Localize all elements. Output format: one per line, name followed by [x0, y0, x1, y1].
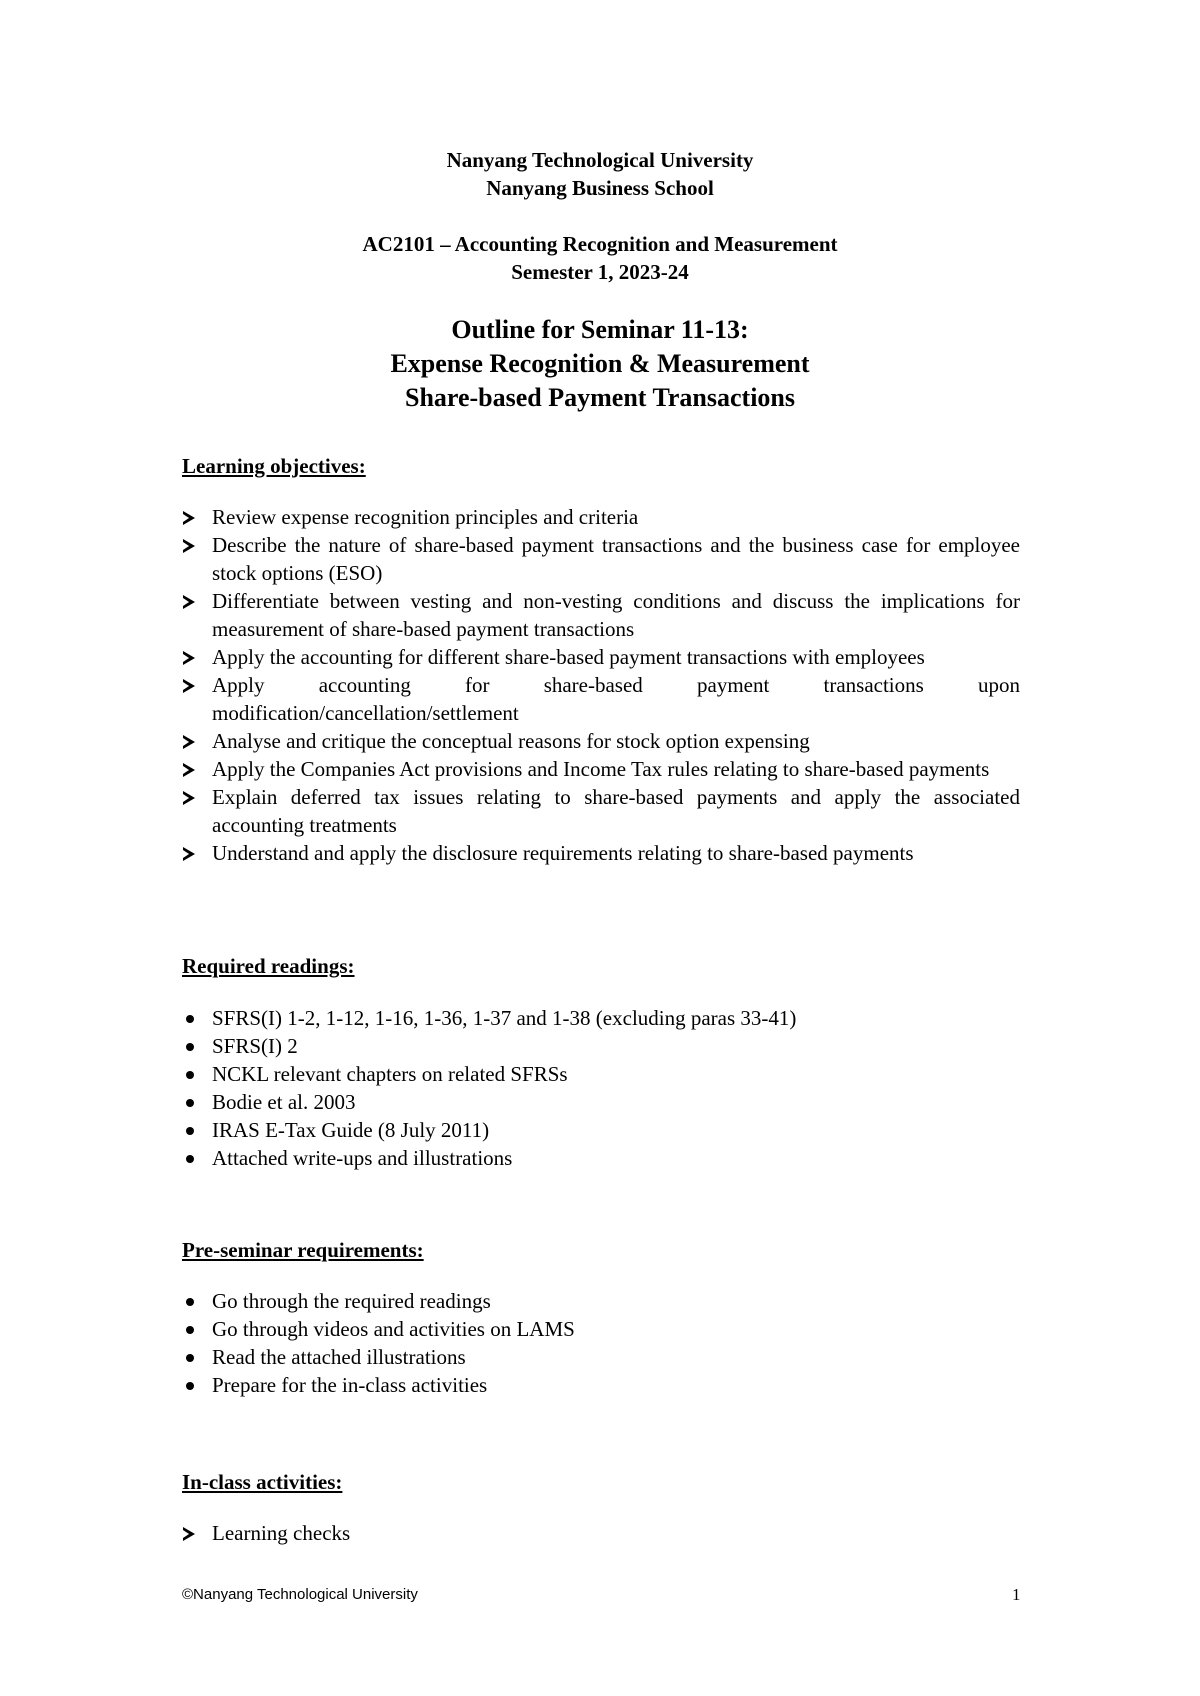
list-item: Bodie et al. 2003	[182, 1088, 1020, 1116]
list-item: Go through videos and activities on LAMS	[182, 1315, 1020, 1343]
list-item: Explain deferred tax issues relating to share-based payments and apply the associated accounting treatments	[182, 783, 1020, 839]
list-item: Apply accounting for share-based payment transactions upon modification/cancellation/settlement	[182, 671, 1020, 727]
list-item: Go through the required readings	[182, 1287, 1020, 1315]
page-title: Outline for Seminar 11-13:	[451, 315, 749, 344]
required-readings-heading: Required readings:	[182, 954, 355, 978]
list-item: IRAS E-Tax Guide (8 July 2011)	[182, 1116, 1020, 1144]
list-item: Prepare for the in-class activities	[182, 1371, 1020, 1399]
pre-seminar-heading: Pre-seminar requirements:	[182, 1238, 424, 1262]
required-readings-list	[182, 1004, 1020, 1172]
list-item: SFRS(I) 2	[182, 1032, 1020, 1060]
list-item: SFRS(I) 1-2, 1-12, 1-16, 1-36, 1-37 and 1-38 (excluding paras 33-41)	[182, 1004, 1020, 1032]
in-class-heading: In-class activities:	[182, 1470, 343, 1494]
semester: Semester 1, 2023-24	[511, 260, 689, 284]
page-subtitle-1: Expense Recognition & Measurement	[390, 349, 810, 378]
list-item: Attached write-ups and illustrations	[182, 1144, 1020, 1172]
list-item: Understand and apply the disclosure requirements relating to share-based payments	[182, 839, 1020, 867]
list-item: NCKL relevant chapters on related SFRSs	[182, 1060, 1020, 1088]
list-item: Review expense recognition principles and criteria	[182, 503, 1020, 531]
list-item: Learning checks	[182, 1519, 1020, 1547]
list-item: Read the attached illustrations	[182, 1343, 1020, 1371]
list-item: Differentiate between vesting and non-vesting conditions and discuss the implications for measurement of share-based payment transactions	[182, 587, 1020, 643]
list-item: Apply the accounting for different share-based payment transactions with employees	[182, 643, 1020, 671]
footer-copyright: ©Nanyang Technological University	[182, 1586, 418, 1603]
page-subtitle-2: Share-based Payment Transactions	[404, 383, 796, 412]
course-title: AC2101 – Accounting Recognition and Measurement	[362, 232, 838, 256]
list-item: Describe the nature of share-based payment transactions and the business case for employee stock options (ESO)	[182, 531, 1020, 587]
in-class-list	[182, 1519, 1020, 1547]
learning-objectives-heading: Learning objectives:	[182, 454, 366, 478]
university-name: Nanyang Technological University	[446, 148, 754, 172]
list-item: Apply the Companies Act provisions and Income Tax rules relating to share-based payments	[182, 755, 1020, 783]
learning-objectives-list	[182, 503, 1020, 867]
school-name: Nanyang Business School	[486, 176, 714, 200]
list-item: Analyse and critique the conceptual reasons for stock option expensing	[182, 727, 1020, 755]
page-number: 1	[1012, 1585, 1021, 1604]
pre-seminar-list	[182, 1287, 1020, 1399]
